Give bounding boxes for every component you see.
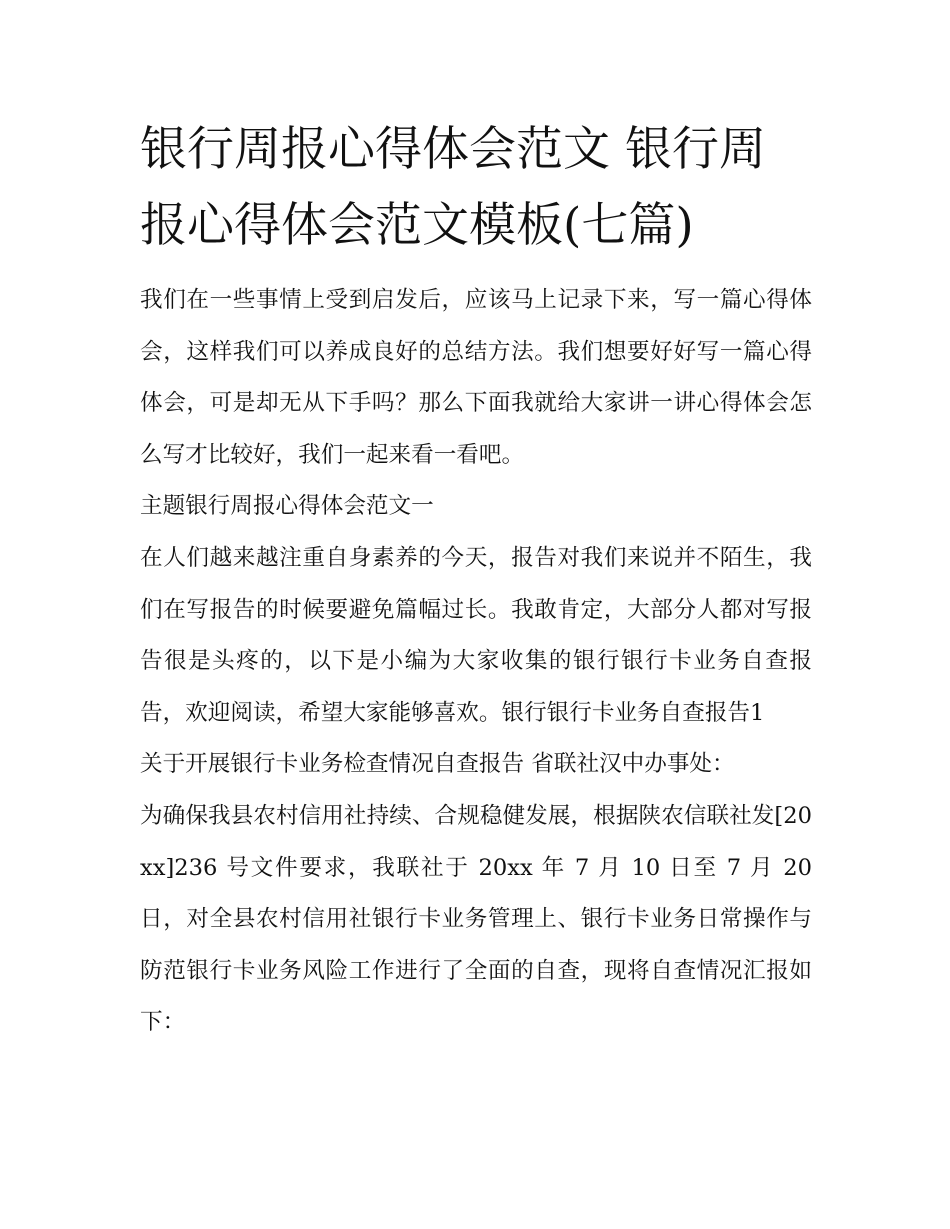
body-paragraph: 为确保我县农村信用社持续、合规稳健发展，根据陕农信联社发[20xx]236 号文件要求，我联社于 20xx 年 7 月 10 日至 7 月 20 日，对全县农村信用社银行卡业务管理上、银行卡业务日常操作与防范银行卡业务风险工作进行了全面的自查，现将自查情况汇报如下： [140, 802, 812, 1036]
intro-paragraph: 我们在一些事情上受到启发后，应该马上记录下来，写一篇心得体会，这样我们可以养成良好的总结方法。我们想要好好写一篇心得体会，可是却无从下手吗？那么下面我就给大家讲一讲心得体会怎么写才比较好，我们一起来看一看吧。 [140, 287, 812, 468]
document-title: 银行周报心得体会范文 银行周报心得体会范文模板(七篇) [140, 122, 766, 253]
section-heading: 主题银行周报心得体会范文一 [140, 493, 434, 520]
report-heading: 关于开展银行卡业务检查情况自查报告 省联社汉中办事处： [140, 751, 735, 778]
body-paragraph: 在人们越来越注重自身素养的今天，报告对我们来说并不陌生，我们在写报告的时候要避免篇幅过长。我敢肯定，大部分人都对写报告很是头疼的，以下是小编为大家收集的银行银行卡业务自查报告，欢迎阅读，希望大家能够喜欢。银行银行卡业务自查报告1 [140, 544, 812, 726]
document-body [140, 275, 812, 1049]
document-page [140, 112, 812, 1049]
